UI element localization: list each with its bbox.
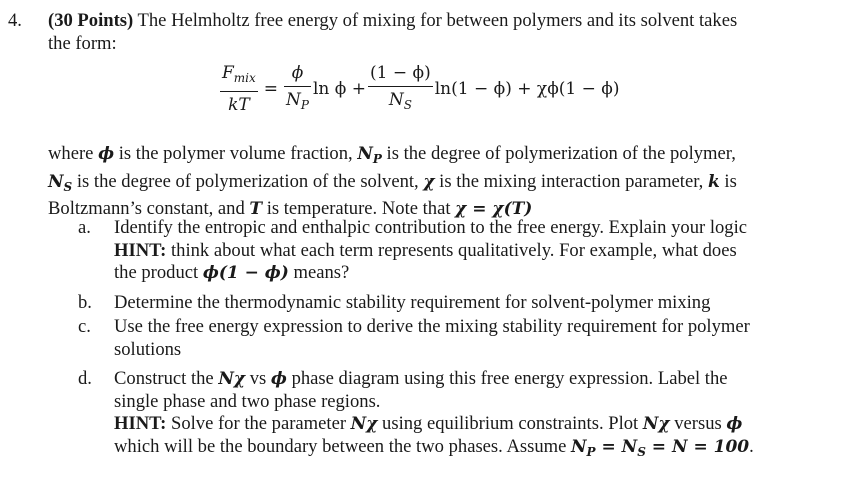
sub-question-label: b.	[78, 292, 92, 313]
question-intro	[48, 10, 838, 55]
sub-question-a-line-1: Identify the entropic and enthalpic contribution to the free energy. Explain your logic	[114, 217, 748, 238]
phi-product: ϕ(1 − ϕ)	[202, 263, 289, 283]
sub-question-d-line-1: Construct the Nχ vs ϕ phase diagram using this free energy expression. Label the	[114, 368, 728, 389]
question-intro-text: The Helmholtz free energy of mixing for between polymers and its solvent takes	[133, 10, 738, 31]
question-points: (30 Points)	[48, 10, 134, 31]
n-symbol: N	[671, 436, 688, 457]
lhs-denominator: kT	[228, 95, 250, 116]
definitions-line-1: where ϕ is the polymer volume fraction, $N_P$ is the degree of polymerization of the polymer,	[48, 143, 736, 166]
sub-question-label: a.	[78, 217, 91, 238]
lhs-fraction	[220, 60, 258, 118]
hint-label: HINT:	[114, 239, 167, 261]
free-energy-equation	[218, 58, 620, 120]
lhs-numerator-sub: mix	[233, 70, 256, 85]
k-symbol: k	[707, 171, 720, 192]
sub-question-c-line-2: solutions	[114, 338, 182, 360]
term1-log: ln ϕ +	[312, 78, 367, 99]
np-symbol: N	[571, 436, 587, 457]
n-chi-symbol: Nχ	[642, 414, 670, 434]
definitions-line-3: Boltzmann’s constant, and T is temperature. Note that χ = χ(T)	[48, 198, 533, 219]
chi-of-t: χ = χ(T)	[455, 199, 533, 219]
n-value: = 100	[687, 436, 750, 457]
sub-question-d-line-3: HINT: Solve for the parameter Nχ using equilibrium constraints. Plot Nχ versus ϕ	[114, 413, 743, 434]
term1-fraction	[284, 60, 311, 118]
term2-numerator: (1 − ϕ)	[370, 62, 431, 83]
phi-symbol: ϕ	[270, 369, 287, 389]
sub-question-a-line-2: HINT: think about what each term represents qualitatively. For example, what does	[114, 239, 737, 261]
variable-definitions	[48, 143, 833, 221]
ns-symbol: N	[621, 436, 638, 457]
sub-question-d-line-2: single phase and two phase regions.	[114, 390, 381, 412]
sub-question-a-line-3: the product ϕ(1 − ϕ) means?	[114, 262, 350, 283]
lhs-numerator: F	[222, 62, 234, 83]
term1-denominator: N	[286, 90, 301, 111]
t-symbol: T	[249, 199, 263, 219]
term2-denominator: N	[388, 90, 404, 111]
question-intro-line2: the form:	[48, 32, 117, 54]
question-number: 4.	[8, 10, 22, 31]
term1-numerator: ϕ	[291, 62, 304, 83]
term2-denominator-sub: S	[403, 98, 412, 113]
sub-question-label: c.	[78, 316, 91, 337]
np-symbol: N	[357, 144, 373, 164]
n-chi-symbol: Nχ	[350, 414, 378, 434]
ns-symbol: N	[48, 171, 64, 192]
sub-question-label: d.	[78, 368, 92, 389]
sub-question-d-line-4: which will be the boundary between the two phases. Assume $N_P = N_S = N = 100$.	[114, 435, 754, 459]
phi-symbol: ϕ	[98, 144, 115, 164]
term1-denominator-sub: P	[300, 98, 309, 113]
n-chi-symbol: Nχ	[218, 369, 246, 389]
hint-label: HINT:	[114, 413, 167, 434]
definitions-line-2: $N_S$ is the degree of polymerization of the solvent, χ is the mixing interaction parameter, k is	[48, 170, 737, 194]
term2-log-and-interaction: ln(1 − ϕ) + χϕ(1 − ϕ)	[434, 78, 620, 99]
chi-symbol: χ	[423, 171, 435, 192]
equals-sign: =	[263, 78, 279, 99]
term2-fraction	[368, 60, 433, 118]
sub-question-b-line-1: Determine the thermodynamic stability requirement for solvent-polymer mixing	[114, 292, 711, 313]
phi-symbol: ϕ	[726, 414, 743, 434]
sub-question-c-line-1: Use the free energy expression to derive the mixing stability requirement for polymer	[114, 316, 750, 337]
